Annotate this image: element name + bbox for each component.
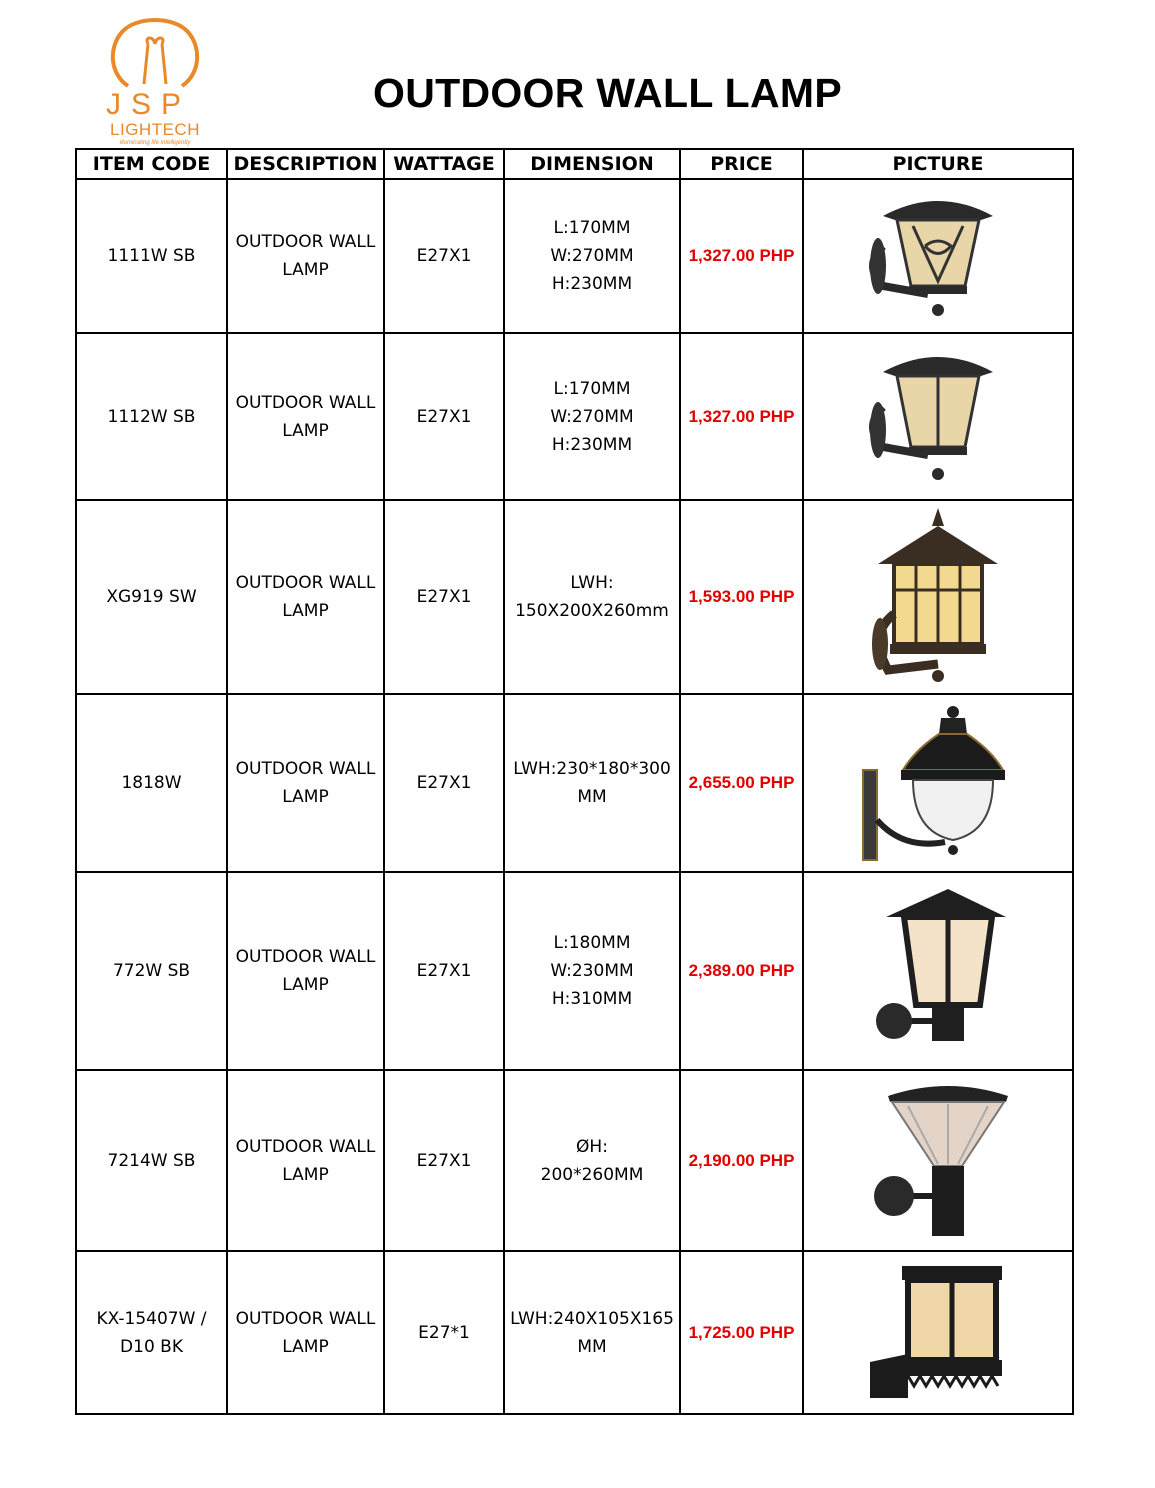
description-cell: OUTDOOR WALL LAMP [227, 872, 384, 1070]
description-cell: OUTDOOR WALL LAMP [227, 1251, 384, 1414]
item-code-cell: 1818W [76, 694, 227, 872]
price-cell: 1,327.00 PHP [680, 333, 803, 500]
dimension-cell: L:170MM W:270MM H:230MM [504, 333, 680, 500]
column-header-dimension: DIMENSION [504, 149, 680, 179]
roof-lantern-icon [803, 500, 1073, 694]
price-cell: 1,327.00 PHP [680, 179, 803, 333]
pyramid-lantern-icon [803, 872, 1073, 1070]
column-header-item-code: ITEM CODE [76, 149, 227, 179]
page-title: OUTDOOR WALL LAMP [373, 70, 842, 116]
brand-tagline: illuminating life intelligently [119, 140, 191, 146]
table-row [76, 694, 1073, 872]
table-row [76, 1070, 1073, 1251]
column-header-price: PRICE [680, 149, 803, 179]
table-row [76, 872, 1073, 1070]
description-cell: OUTDOOR WALL LAMP [227, 333, 384, 500]
column-header-wattage: WATTAGE [384, 149, 504, 179]
wattage-cell: E27X1 [384, 500, 504, 694]
dimension-cell: L:180MM W:230MM H:310MM [504, 872, 680, 1070]
item-code-cell: 1112W SB [76, 333, 227, 500]
box-lantern-icon [803, 1251, 1073, 1414]
price-cell: 1,593.00 PHP [680, 500, 803, 694]
table-header-row [76, 149, 1073, 179]
item-code-cell: 7214W SB [76, 1070, 227, 1251]
item-code-cell: XG919 SW [76, 500, 227, 694]
column-header-description: DESCRIPTION [227, 149, 384, 179]
description-cell: OUTDOOR WALL LAMP [227, 500, 384, 694]
table-row [76, 333, 1073, 500]
price-cell: 2,655.00 PHP [680, 694, 803, 872]
wattage-cell: E27X1 [384, 872, 504, 1070]
dimension-cell: LWH:240X105X165 MM [504, 1251, 680, 1414]
wattage-cell: E27X1 [384, 333, 504, 500]
table-row [76, 500, 1073, 694]
brand-name: LIGHTECH [110, 120, 200, 139]
description-cell: OUTDOOR WALL LAMP [227, 179, 384, 333]
dimension-cell: LWH: 150X200X260mm [504, 500, 680, 694]
description-cell: OUTDOOR WALL LAMP [227, 1070, 384, 1251]
wattage-cell: E27X1 [384, 1070, 504, 1251]
svg-text:JSP: JSP [106, 88, 192, 121]
price-cell: 2,190.00 PHP [680, 1070, 803, 1251]
wattage-cell: E27*1 [384, 1251, 504, 1414]
dimension-cell: LWH:230*180*300 MM [504, 694, 680, 872]
dimension-cell: ØH: 200*260MM [504, 1070, 680, 1251]
cone-lamp-icon [803, 1070, 1073, 1251]
lantern-lamp-icon [803, 179, 1073, 333]
product-table [75, 148, 1074, 1415]
lantern-lamp-icon [803, 333, 1073, 500]
item-code-cell: 772W SB [76, 872, 227, 1070]
wattage-cell: E27X1 [384, 694, 504, 872]
price-cell: 2,389.00 PHP [680, 872, 803, 1070]
price-cell: 1,725.00 PHP [680, 1251, 803, 1414]
wattage-cell: E27X1 [384, 179, 504, 333]
table-row [76, 1251, 1073, 1414]
item-code-cell: KX-15407W / D10 BK [76, 1251, 227, 1414]
table-row [76, 179, 1073, 333]
bell-lantern-icon [803, 694, 1073, 872]
item-code-cell: 1111W SB [76, 179, 227, 333]
dimension-cell: L:170MM W:270MM H:230MM [504, 179, 680, 333]
column-header-picture: PICTURE [803, 149, 1073, 179]
description-cell: OUTDOOR WALL LAMP [227, 694, 384, 872]
